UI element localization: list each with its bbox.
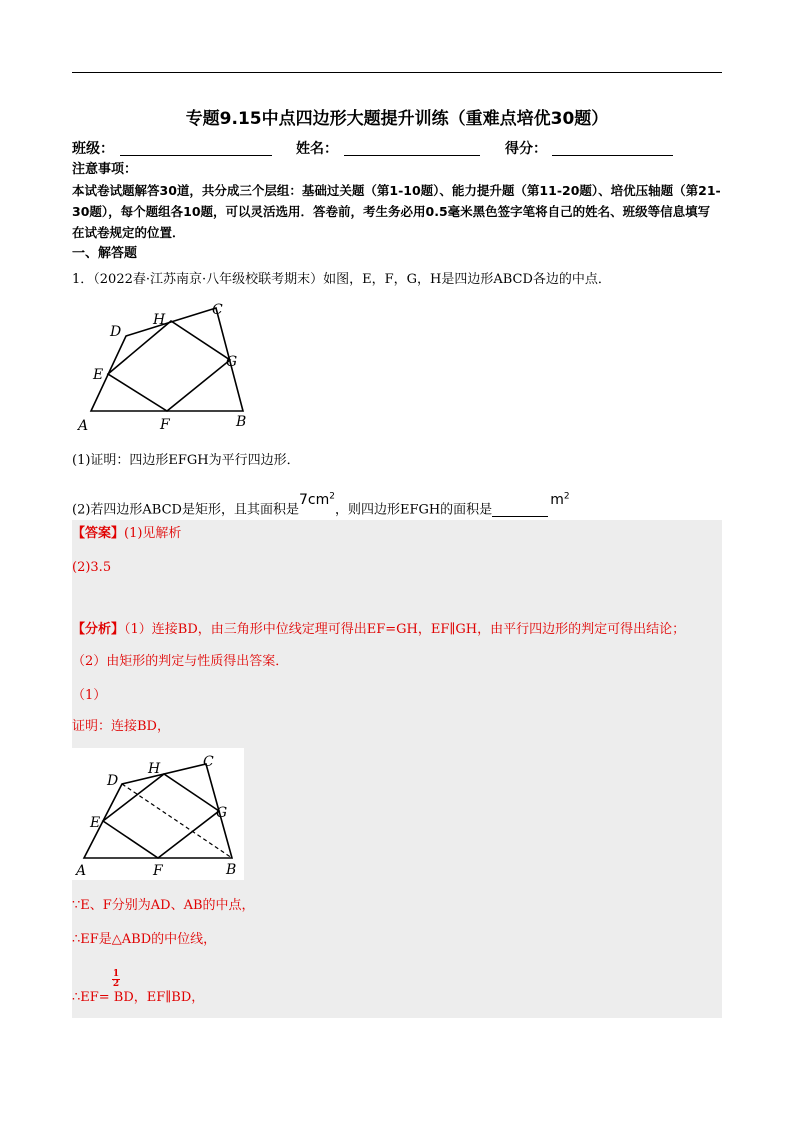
label2-e: E	[90, 815, 101, 831]
question-part2	[72, 491, 722, 521]
label-b: B	[236, 414, 247, 430]
label2-f: F	[153, 863, 163, 879]
diagonal-bd	[122, 784, 232, 858]
label2-a: A	[76, 863, 87, 879]
label-f: F	[160, 417, 170, 433]
quadrilateral-figure	[76, 298, 266, 434]
answer-part2: (2)3.5	[72, 560, 112, 575]
label2-b: B	[226, 862, 237, 878]
name-label: 姓名：	[296, 141, 338, 157]
quad-efgh	[108, 321, 230, 411]
proof-because: ∵E、F分别为AD、AB的中点，	[72, 898, 255, 913]
analysis-text2: （2）由矩形的判定与性质得出答案．	[72, 654, 289, 669]
part2-area: $7cm^2$	[298, 491, 335, 508]
name-field[interactable]	[344, 155, 480, 156]
part2-unit: $m^2$	[550, 491, 570, 508]
label-g: G	[226, 354, 238, 370]
class-label: 班级：	[72, 141, 114, 157]
label-e: E	[93, 367, 104, 383]
label-a: A	[78, 418, 89, 434]
part2-text-b: ，则四边形EFGH的面积是	[334, 502, 493, 518]
question-stem: 1．（2022春·江苏南京·八年级校联考期末）如图，E，F，G，H是四边形ABCD各边的中点．	[72, 272, 611, 287]
info-row	[72, 138, 722, 158]
label-c: C	[212, 302, 223, 318]
label2-c: C	[203, 754, 214, 770]
notice-text: 本试卷试题解答30道，共分成三个层组：基础过关题（第1-10题）、能力提升题（第11-20题）、培优压轴题（第21-30题），每个题组各10题，可以灵活选用．答卷前，考生务必用0.5毫米黑色签字笔将自己的姓名、班级等信息填写在试卷规定的位置．	[72, 183, 721, 240]
answer-line1	[72, 524, 722, 544]
score-label: 得分：	[505, 141, 547, 157]
section-heading: 一、解答题	[72, 246, 138, 261]
label2-g: G	[216, 805, 228, 821]
page-title: 专题9.15中点四边形大题提升训练（重难点培优30题）	[185, 109, 609, 129]
fraction-half: 1 2	[112, 969, 120, 989]
answer-label: 【答案】	[72, 526, 125, 541]
proof-part-mark: （1）	[72, 688, 107, 703]
top-rule	[72, 72, 722, 73]
label-d: D	[110, 324, 122, 340]
question-part1: (1)证明：四边形EFGH为平行四边形．	[72, 453, 300, 468]
part2-text-a: (2)若四边形ABCD是矩形，且其面积是	[72, 502, 299, 518]
label2-h: H	[148, 761, 161, 777]
class-field[interactable]	[120, 155, 272, 156]
analysis-text1: （1）连接BD，由三角形中位线定理可得出EF=GH，EF∥GH，由平行四边形的判定可得出结论；	[124, 622, 686, 637]
proof-start: 证明：连接BD，	[72, 719, 170, 734]
proof-therefore1: ∴EF是△ABD的中位线，	[72, 932, 217, 947]
label-h: H	[153, 312, 166, 328]
notice-label: 注意事项：	[72, 162, 138, 177]
label2-d: D	[107, 773, 119, 789]
score-field[interactable]	[552, 155, 673, 156]
analysis-label: 【分析】	[72, 622, 125, 637]
proof-therefore2: ∴EF= BD，EF∥BD，	[72, 990, 205, 1005]
analysis-line1	[72, 620, 722, 640]
quadrilateral-figure-with-diagonal	[72, 748, 244, 880]
answer-blank[interactable]	[492, 502, 548, 517]
answer-part1: (1)见解析	[124, 526, 182, 541]
